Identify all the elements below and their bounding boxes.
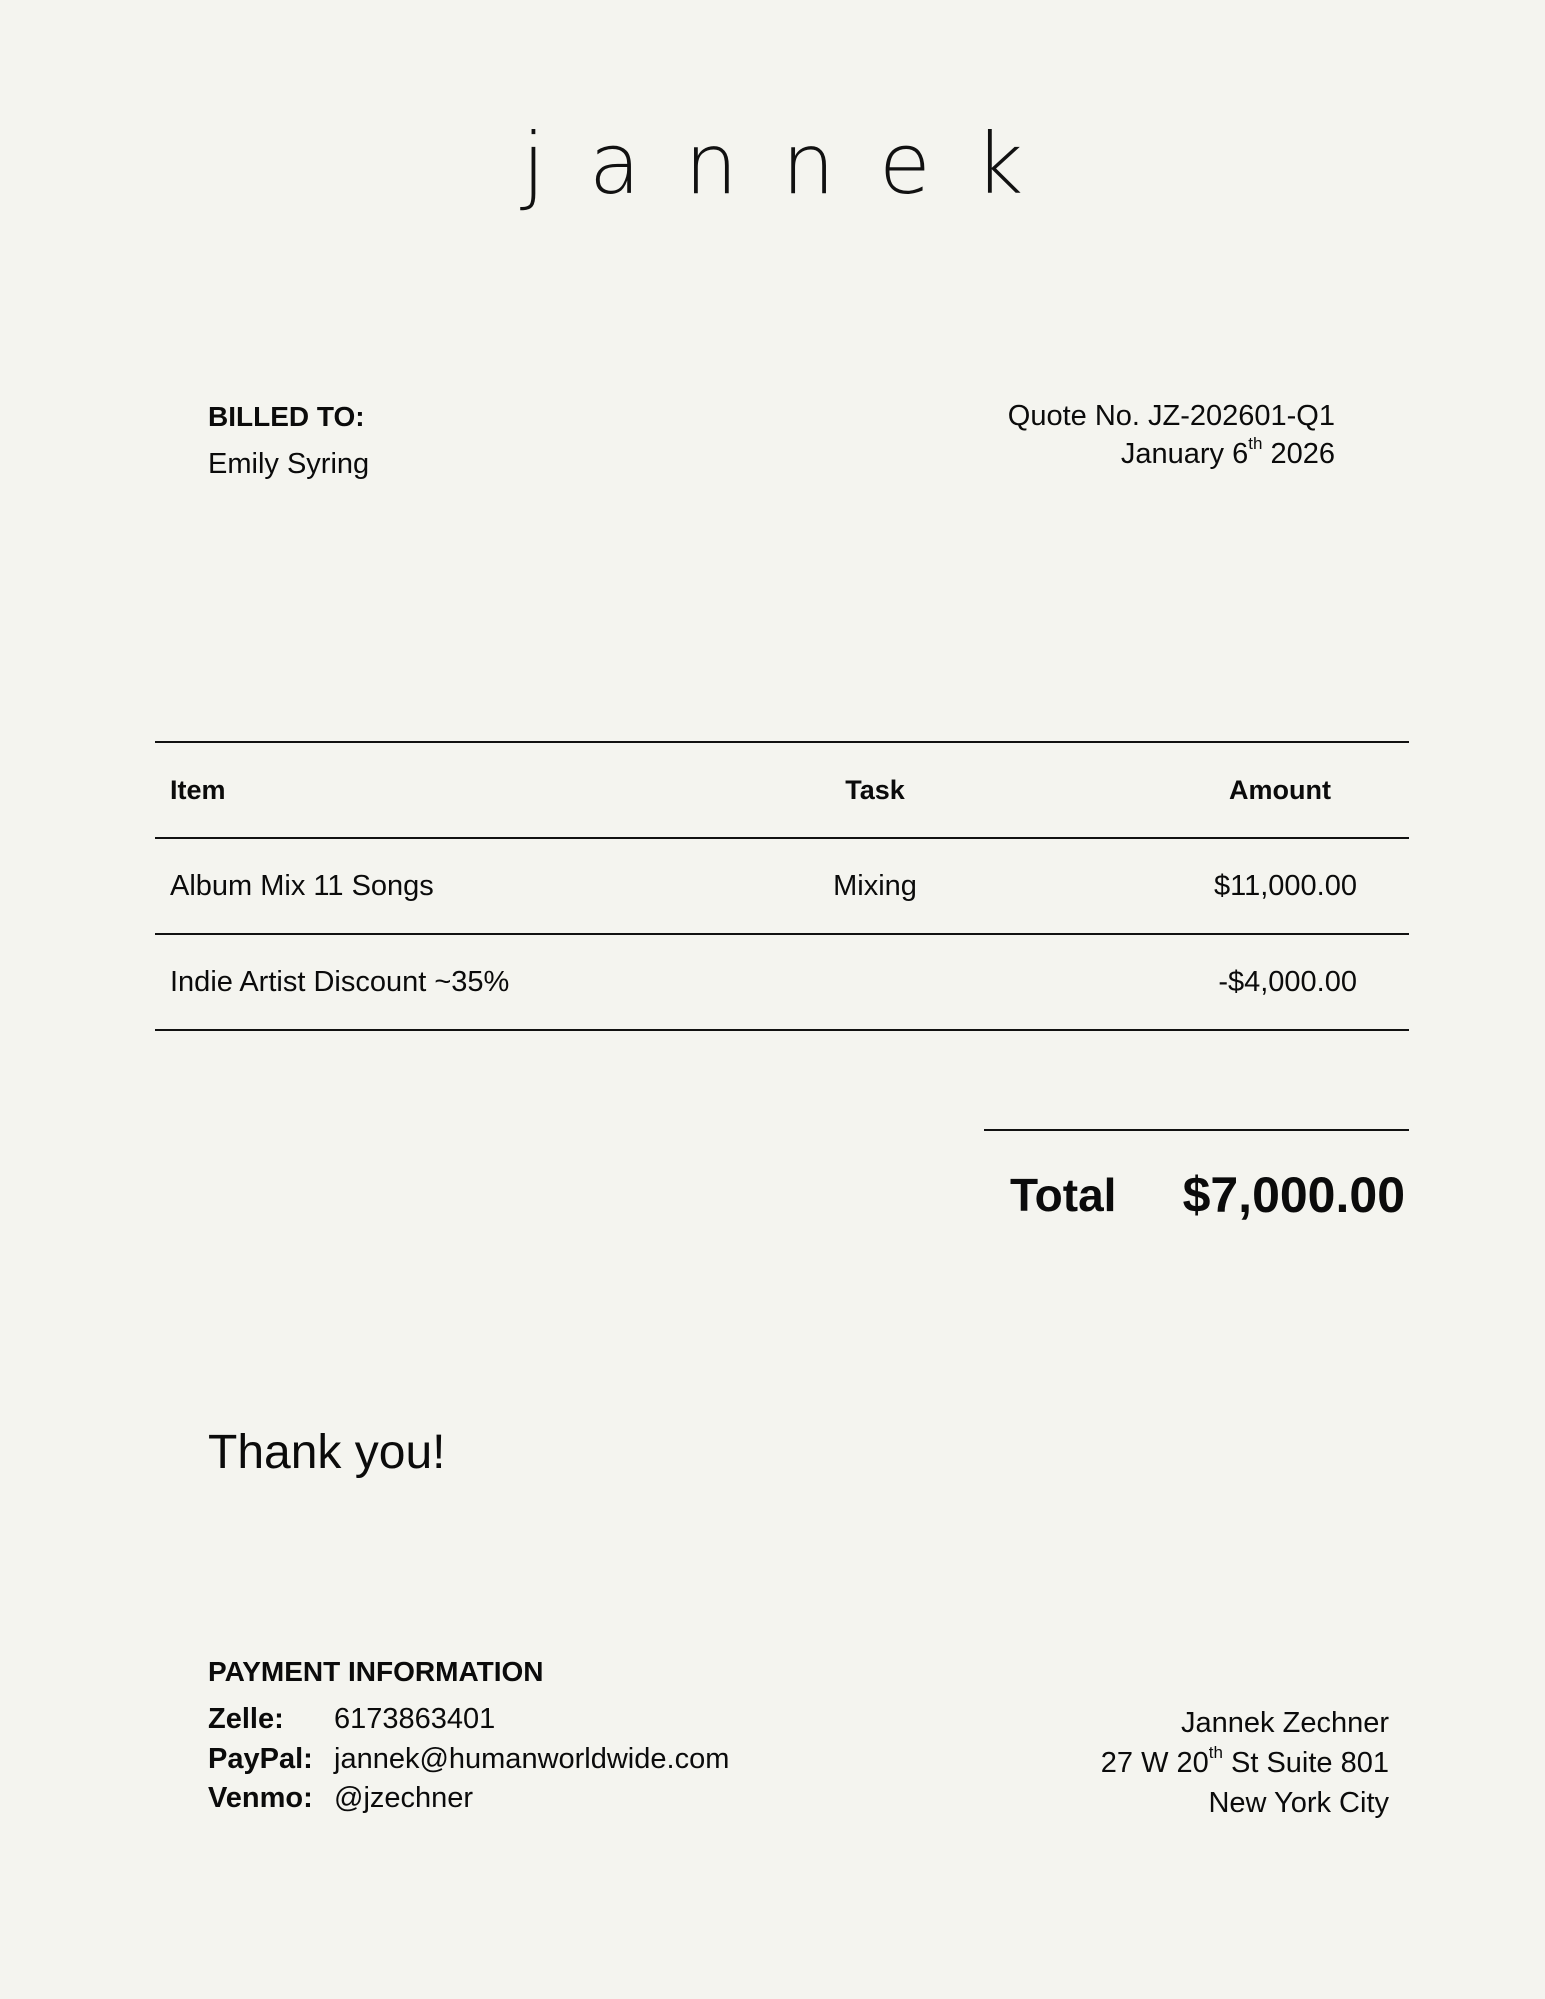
total-label: Total bbox=[1010, 1169, 1117, 1221]
payment-label: PayPal: bbox=[208, 1743, 313, 1775]
line-items-table bbox=[155, 741, 1409, 1031]
row-item: Indie Artist Discount ~35% bbox=[170, 966, 510, 998]
row-item: Album Mix 11 Songs bbox=[170, 870, 434, 902]
payment-method-zelle bbox=[208, 1703, 495, 1736]
street-pre: 27 W 20 bbox=[1100, 1747, 1209, 1779]
total-value: $7,000.00 bbox=[1182, 1167, 1405, 1223]
sender-street bbox=[1100, 1743, 1389, 1780]
sender-city: New York City bbox=[1208, 1787, 1389, 1819]
quote-date bbox=[1120, 434, 1335, 471]
table-row bbox=[155, 837, 1409, 933]
logo: jannek bbox=[521, 115, 1068, 213]
row-task: Mixing bbox=[833, 870, 917, 902]
row-task bbox=[720, 935, 1030, 1029]
payment-method-paypal bbox=[208, 1743, 729, 1776]
quote-date-suffix: th bbox=[1248, 434, 1263, 453]
row-amount: $11,000.00 bbox=[1214, 870, 1357, 902]
quote-date-month: January 6 bbox=[1120, 438, 1249, 470]
street-suffix: th bbox=[1208, 1743, 1223, 1762]
sender-name: Jannek Zechner bbox=[1181, 1707, 1389, 1739]
payment-info-title: PAYMENT INFORMATION bbox=[208, 1656, 544, 1687]
total-divider bbox=[984, 1129, 1409, 1131]
table-header-row bbox=[155, 741, 1409, 837]
payment-method-venmo bbox=[208, 1782, 473, 1815]
billed-to-label: BILLED TO: bbox=[208, 401, 365, 432]
payment-value: jannek@humanworldwide.com bbox=[334, 1743, 730, 1775]
thank-you-message: Thank you! bbox=[208, 1426, 446, 1479]
quote-date-year: 2026 bbox=[1262, 438, 1335, 470]
payment-label: Venmo: bbox=[208, 1782, 313, 1814]
header-amount: Amount bbox=[1229, 775, 1331, 805]
street-post: St Suite 801 bbox=[1222, 1747, 1389, 1779]
payment-value: @jzechner bbox=[334, 1782, 474, 1814]
header-item: Item bbox=[170, 775, 226, 805]
payment-value: 6173863401 bbox=[334, 1703, 496, 1735]
row-amount: -$4,000.00 bbox=[1218, 966, 1357, 998]
table-row bbox=[155, 933, 1409, 1031]
header-task: Task bbox=[845, 775, 905, 805]
billed-to-name: Emily Syring bbox=[208, 448, 370, 480]
quote-number: Quote No. JZ-202601-Q1 bbox=[1007, 400, 1335, 432]
payment-label: Zelle: bbox=[208, 1703, 284, 1735]
